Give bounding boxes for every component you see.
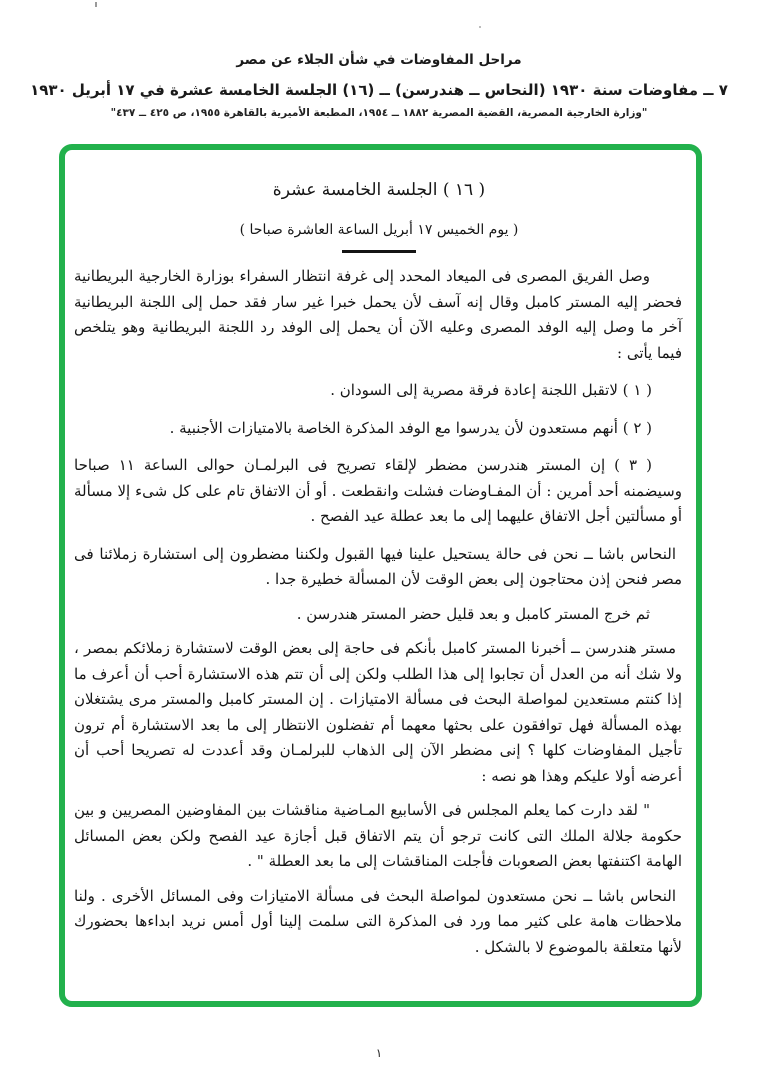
paragraph-nahhas-1: النحاس باشا ــ نحن فى حالة يستحيل علينا فيها القبول ولكننا مضطرون إلى استشارة زملائنا فى مصر فنحن إذن محتاجون إلى بعض الوقت لأن المسألة خطيرة جدا . <box>74 544 682 588</box>
scan-artifact <box>479 26 481 28</box>
document-body <box>74 264 682 969</box>
list-item-2: ( ٢ ) أنهم مستعدون لأن يدرسوا مع الوفد المذكرة الخاصة بالامتيازات الأجنبية . <box>169 418 652 437</box>
document-header <box>0 52 758 119</box>
paragraph-henderson: مستر هندرسن ــ أخبرنا المستر كامبل بأنكم فى حاجة إلى بعض الوقت لاستشارة زملائكم بمصر ، ولا شك أنه من العدل أن تجابوا إلى هذا الطلب ولكن إلى أن تتم هذه الاستشارة أحب أن أعرف ما إذا كنتم مستعدين لمواصلة البحث فى مسألة الامتيازات . إن المستر كامبل والمستر مرى يشتغلان بهذه المسألة فهل توافقون على بحثها معهما أم تفضلون الانتظار إلى ما بعد الاستشارة أم ترون تأجيل المفاوضات كلها ؟ إنى مضطر الآن إلى الذهاب للبرلمـان وقد أعددت له تصريحا أحب أن أعرضه أولا عليكم وهذا هو نصه : <box>74 639 682 785</box>
doc-subtitle: ٧ ــ مفاوضات سنة ١٩٣٠ (النحاس ــ هندرسن) ــ (١٦) الجلسة الخامسة عشرة في ١٧ أبريل ١٩٣٠ <box>30 81 728 99</box>
doc-title: مراحل المفاوضات في شأن الجلاء عن مصر <box>236 52 522 68</box>
scan-artifact <box>95 2 97 7</box>
session-heading <box>0 180 758 253</box>
list-item-1: ( ١ ) لاتقبل اللجنة إعادة فرقة مصرية إلى السودان . <box>330 381 652 399</box>
session-title: ( ١٦ ) الجلسة الخامسة عشرة <box>272 180 486 200</box>
paragraph-intro: وصل الفريق المصرى فى الميعاد المحدد إلى غرفة انتظار السفراء بوزارة الخارجية البريطانية فحضر إليه المستر كامبل وقال إنه آسف لأن يحمل خبرا غير سار فقد حمل إلى اللجنة البريطانية آخر ما وصل إليه الوفد المصرى وعليه الآن أن يحمل إلى الوفد رد اللجنة البريطانية وهو يتلخص فيما يأتى : <box>74 267 682 362</box>
list-item-3: ( ٣ ) إن المستر هندرسن مضطر لإلقاء تصريح فى البرلمـان حوالى الساعة ١١ صباحا وسيضمنه أحد أمرين : أن المفـاوضات فشلت وانقطعت . أو أن الاتفاق تام على كل شىء إلا مسألة أو مسألتين أجل الاتفاق عليهما إلى ما بعد عطلة عيد الفصح . <box>74 456 682 525</box>
page-number: ١ <box>375 1046 383 1060</box>
divider-rule <box>342 250 416 253</box>
doc-source-citation: "وزارة الخارجية المصرية، القضية المصرية ١٨٨٢ ــ ١٩٥٤، المطبعة الأميرية بالقاهرة ١٩٥٥، ص ٤٢٥ ــ ٤٣٧" <box>110 107 648 119</box>
paragraph-nahhas-2: النحاس باشا ــ نحن مستعدون لمواصلة البحث فى مسألة الامتيازات وفى المسائل الأخرى . ولنا ملاحظات هامة على كثير مما ورد فى المذكرة التى سلمت إلينا أول أمس نريد ابداءها بحضورك لأنها متعلقة بالموضوع لا بالشكل . <box>74 886 682 956</box>
paragraph-statement-quote: " لقد دارت كما يعلم المجلس فى الأسابيع المـاضية مناقشات بين المفاوضين المصريين و بين حكومة جلالة الملك التى كانت ترجو أن يتم الاتفاق قبل أجازة عيد الفصح ولكن بعض المسائل الهامة اكتنفتها بعض الصعوبات فأجلت المناقشات إلى ما بعد العطلة " . <box>74 801 682 870</box>
session-datetime: ( يوم الخميس ١٧ أبريل الساعة العاشرة صباحا ) <box>239 222 519 238</box>
paragraph-transition: ثم خرج المستر كامبل و بعد قليل حضر المستر هندرسن . <box>296 604 650 623</box>
